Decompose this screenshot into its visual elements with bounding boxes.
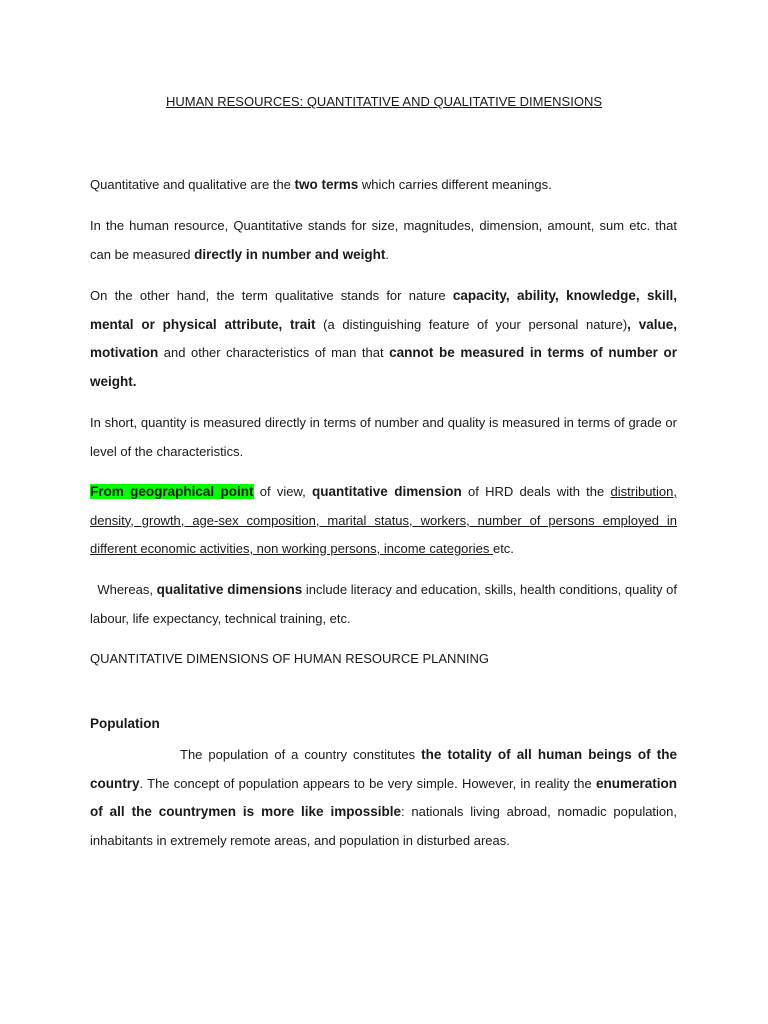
bold-text: two terms <box>294 177 359 192</box>
subsection-heading <box>90 716 160 731</box>
text: which carries different meanings. <box>358 177 552 192</box>
section-heading: QUANTITATIVE DIMENSIONS OF HUMAN RESOURCE PLANNING <box>90 651 489 666</box>
text: : nationals living abroad, nomadic population, inhabitants in extremely remote areas, and population in disturbed areas. <box>90 804 678 848</box>
bold-text: capacity, ability, knowledge, skill, mental or physical attribute, trait <box>90 288 678 332</box>
text: include literacy and education, skills, health conditions, quality of labour, life expectancy, technical training, etc. <box>90 582 678 626</box>
text: On the other hand, the term qualitative stands for nature <box>90 288 453 303</box>
text: In the human resource, Quantitative stands for size, magnitudes, dimension, amount, sum etc. that can be measured <box>90 218 677 262</box>
text: . The concept of population appears to be very simple. However, in reality the <box>139 775 596 791</box>
bold-text: enumeration of all the countrymen is more like impossible <box>90 775 677 819</box>
bold-text: the totality of all human beings of the country <box>90 747 677 791</box>
text: and other characteristics of man that <box>158 345 390 360</box>
text: (a distinguishing feature of your personal nature) <box>315 316 628 332</box>
text: In short, quantity is measured directly in terms of number and quality is measured in terms of grade or level of the characteristics. <box>90 415 677 459</box>
text: Quantitative and qualitative are the <box>90 177 295 192</box>
paragraph-two-terms <box>90 171 677 200</box>
text: The population of a country constitutes <box>180 747 422 762</box>
bold-text: qualitative dimensions <box>156 582 303 597</box>
text: Whereas, <box>90 582 157 597</box>
text: of view, <box>253 484 313 499</box>
paragraph-quantitative <box>90 212 677 269</box>
paragraph-qualitative <box>90 282 677 396</box>
text: etc. <box>492 541 514 556</box>
text: . <box>385 246 389 262</box>
underlined-text: distribution, density, growth, age-sex composition, marital status, workers, number of persons employed in different economic activities, non working persons, income categories <box>90 484 677 556</box>
paragraph-short <box>90 409 677 466</box>
bold-text: quantitative dimension <box>312 484 462 499</box>
paragraph-population <box>90 741 677 855</box>
highlighted-text: From geographical point <box>90 484 254 499</box>
bold-text: , value, motivation <box>90 316 677 360</box>
paragraph-whereas <box>90 576 677 633</box>
paragraph-geographical <box>90 478 677 564</box>
bold-text: cannot be measured in terms of number or weight. <box>90 345 678 389</box>
bold-text: directly in number and weight <box>194 246 386 262</box>
document-title: HUMAN RESOURCES: QUANTITATIVE AND QUALITATIVE DIMENSIONS <box>165 94 603 109</box>
text: of HRD deals with the <box>461 484 611 499</box>
bold-text: Population <box>90 716 160 731</box>
